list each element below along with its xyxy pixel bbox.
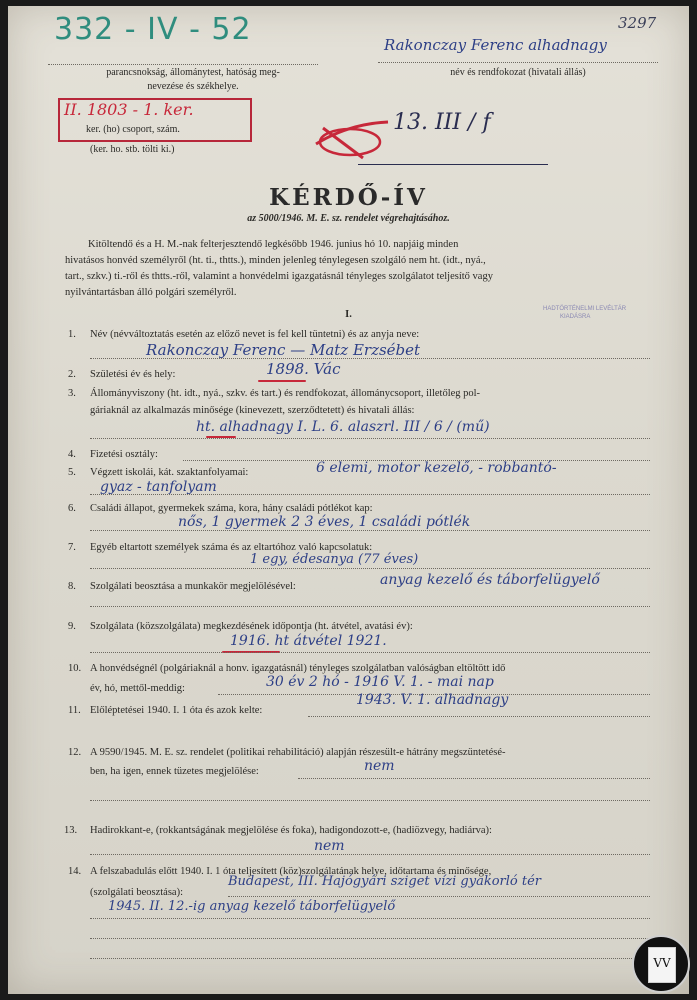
question-14-text-2: (szolgálati beosztása): xyxy=(90,887,184,898)
question-6-number: 6. xyxy=(68,503,76,514)
question-6-answer: nős, 1 gyermek 2 3 éves, 1 családi pótlék xyxy=(178,514,471,530)
intro-line-4: nyilvántartásban álló polgári személyről. xyxy=(65,287,237,298)
section-number: I. xyxy=(345,309,352,320)
handwritten-name-rank: Rakonczay Ferenc alhadnagy xyxy=(384,36,607,54)
name-rank-caption: név és rendfokozat (hivatali állás) xyxy=(450,67,586,78)
handwritten-group-number: II. 1803 - 1. ker. xyxy=(64,100,194,119)
question-5-answer: 6 elemi, motor kezelő, - robbantó- xyxy=(316,460,557,476)
question-9-number: 9. xyxy=(68,621,76,632)
question-8-number: 8. xyxy=(68,581,76,592)
question-11-text: Előléptetései 1940. I. 1 óta és azok kelte: xyxy=(90,705,263,716)
question-2-number: 2. xyxy=(68,369,76,380)
question-8-answer: anyag kezelő és táborfelügyelő xyxy=(380,572,600,588)
red-underline-birth xyxy=(258,380,306,382)
question-12-text: A 9590/1945. M. E. sz. rendelet (politikai rehabilitáció) alapján részesült-e hátrány megszüntetésé- xyxy=(90,747,506,758)
reference-underline xyxy=(358,164,548,165)
question-10-number: 10. xyxy=(68,663,82,674)
question-5-number: 5. xyxy=(68,467,76,478)
question-5-answer-2: gyaz - tanfolyam xyxy=(100,479,217,495)
question-1-text: Név (névváltoztatás esetén az előző nevet is fel kell tüntetni) és az anyja neve: xyxy=(90,329,420,340)
question-9-answer: 1916. ht átvétel 1921. xyxy=(230,633,387,649)
unit-caption-1: parancsnokság, állománytest, hatóság meg- xyxy=(106,67,280,78)
question-13-text: Hadirokkant-e, (rokkantságának megjelölése és foka), hadigondozott-e, (hadiözvegy, hadiárva): xyxy=(90,825,492,836)
question-6-text: Családi állapot, gyermekek száma, kora, hány családi pótlékot kap: xyxy=(90,503,373,514)
handwritten-reference: 13. III / f xyxy=(393,110,491,135)
intro-line-3: tart., szkv.) ti.-ről és thtts.-ről, valamint a honvédelmi igazgatásnál tényleges szolgálatot teljesítő vagy xyxy=(65,271,493,282)
question-12-answer: nem xyxy=(364,758,395,774)
question-7-number: 7. xyxy=(68,542,76,553)
question-9-text: Szolgálata (közszolgálata) megkezdésének időpontja (ht. átvétel, avatási év): xyxy=(90,621,413,632)
question-1-answer: Rakonczay Ferenc — Matz Erzsébet xyxy=(146,341,421,359)
question-3-text: Állományviszony (ht. idt., nyá., szkv. és tart.) és rendfokozat, állománycsoport, illetőleg pol- xyxy=(90,388,481,399)
unit-caption-2: nevezése és székhelye. xyxy=(147,81,239,92)
question-10-text-2: év, hó, mettől-meddig: xyxy=(90,683,185,694)
question-13-answer: nem xyxy=(314,838,345,854)
logo-letters: VV xyxy=(653,956,671,970)
question-7-text: Egyéb eltartott személyek száma és az eltartóhoz való kapcsolatuk: xyxy=(90,542,373,553)
form-subtitle: az 5000/1946. M. E. sz. rendelet végrehajtásához. xyxy=(247,213,450,224)
question-12-number: 12. xyxy=(68,747,82,758)
question-3-text-2: gáriaknál az alkalmazás minősége (kinevezett, szerződtetett) és hivatali állás: xyxy=(90,405,415,416)
handwritten-file-code: 332 - IV - 52 xyxy=(54,12,252,47)
group-caption: ker. (ho) csoport, szám. xyxy=(86,124,180,135)
question-8-text: Szolgálati beosztása a munkakör megjelölésével: xyxy=(90,581,296,592)
intro-line-1: Kitöltendő és a H. M.-nak felterjesztendő legkésőbb 1946. junius hó 10. napjáig minden xyxy=(88,239,459,250)
question-2-answer: 1898. Vác xyxy=(266,360,341,378)
archive-stamp-line-1: HADTÖRTÉNELMI LEVÉLTÁR xyxy=(543,306,627,312)
question-3-number: 3. xyxy=(68,388,76,399)
question-5-text: Végzett iskolái, kát. szaktanfolyamai: xyxy=(90,467,249,478)
question-13-number: 13. xyxy=(64,825,78,836)
red-strike-mark xyxy=(308,114,398,164)
handwritten-page-number: 3297 xyxy=(618,14,657,32)
group-note: (ker. ho. stb. tölti ki.) xyxy=(90,144,175,155)
questionnaire-sheet xyxy=(8,6,689,994)
question-1-number: 1. xyxy=(68,329,76,340)
question-12-text-2: ben, ha igen, ennek tüzetes megjelölése: xyxy=(90,766,259,777)
logo-shield-icon xyxy=(648,947,676,983)
question-7-answer: 1 egy, édesanya (77 éves) xyxy=(250,552,419,567)
question-14-number: 14. xyxy=(68,866,82,877)
archive-logo xyxy=(632,935,690,993)
question-10-answer: 30 év 2 hó - 1916 V. 1. - mai nap xyxy=(266,674,494,690)
question-4-number: 4. xyxy=(68,449,76,460)
intro-line-2: hivatásos honvéd személyről (ht. ti., thtts.), minden jelenleg ténylegesen szolgáló nem ht. (idt., nyá., xyxy=(65,255,486,266)
archive-stamp-line-2: KIADÁSRA xyxy=(560,314,591,320)
question-14-answer: Budapest, III. Hajógyári sziget vízi gyakorló tér xyxy=(228,874,541,889)
form-title: KÉRDŐ-ÍV xyxy=(269,184,428,211)
question-2-text: Születési év és hely: xyxy=(90,369,176,380)
question-14-text: A felszabadulás előtt 1940. I. 1 óta teljesített (köz)szolgálatának helye, időtartama és minősége, xyxy=(90,866,492,877)
question-11-answer: 1943. V. 1. alhadnagy xyxy=(356,692,509,708)
question-14-answer-2: 1945. II. 12.-ig anyag kezelő táborfelügyelő xyxy=(108,899,396,914)
question-10-text: A honvédségnél (polgáriaknál a honv. igazgatásnál) tényleges szolgálatban valóságban eltöltött idő xyxy=(90,663,506,674)
question-11-number: 11. xyxy=(68,705,81,716)
question-3-answer: ht. alhadnagy I. L. 6. alaszrl. III / 6 / (mű) xyxy=(196,419,490,435)
question-4-text: Fizetési osztály: xyxy=(90,449,158,460)
